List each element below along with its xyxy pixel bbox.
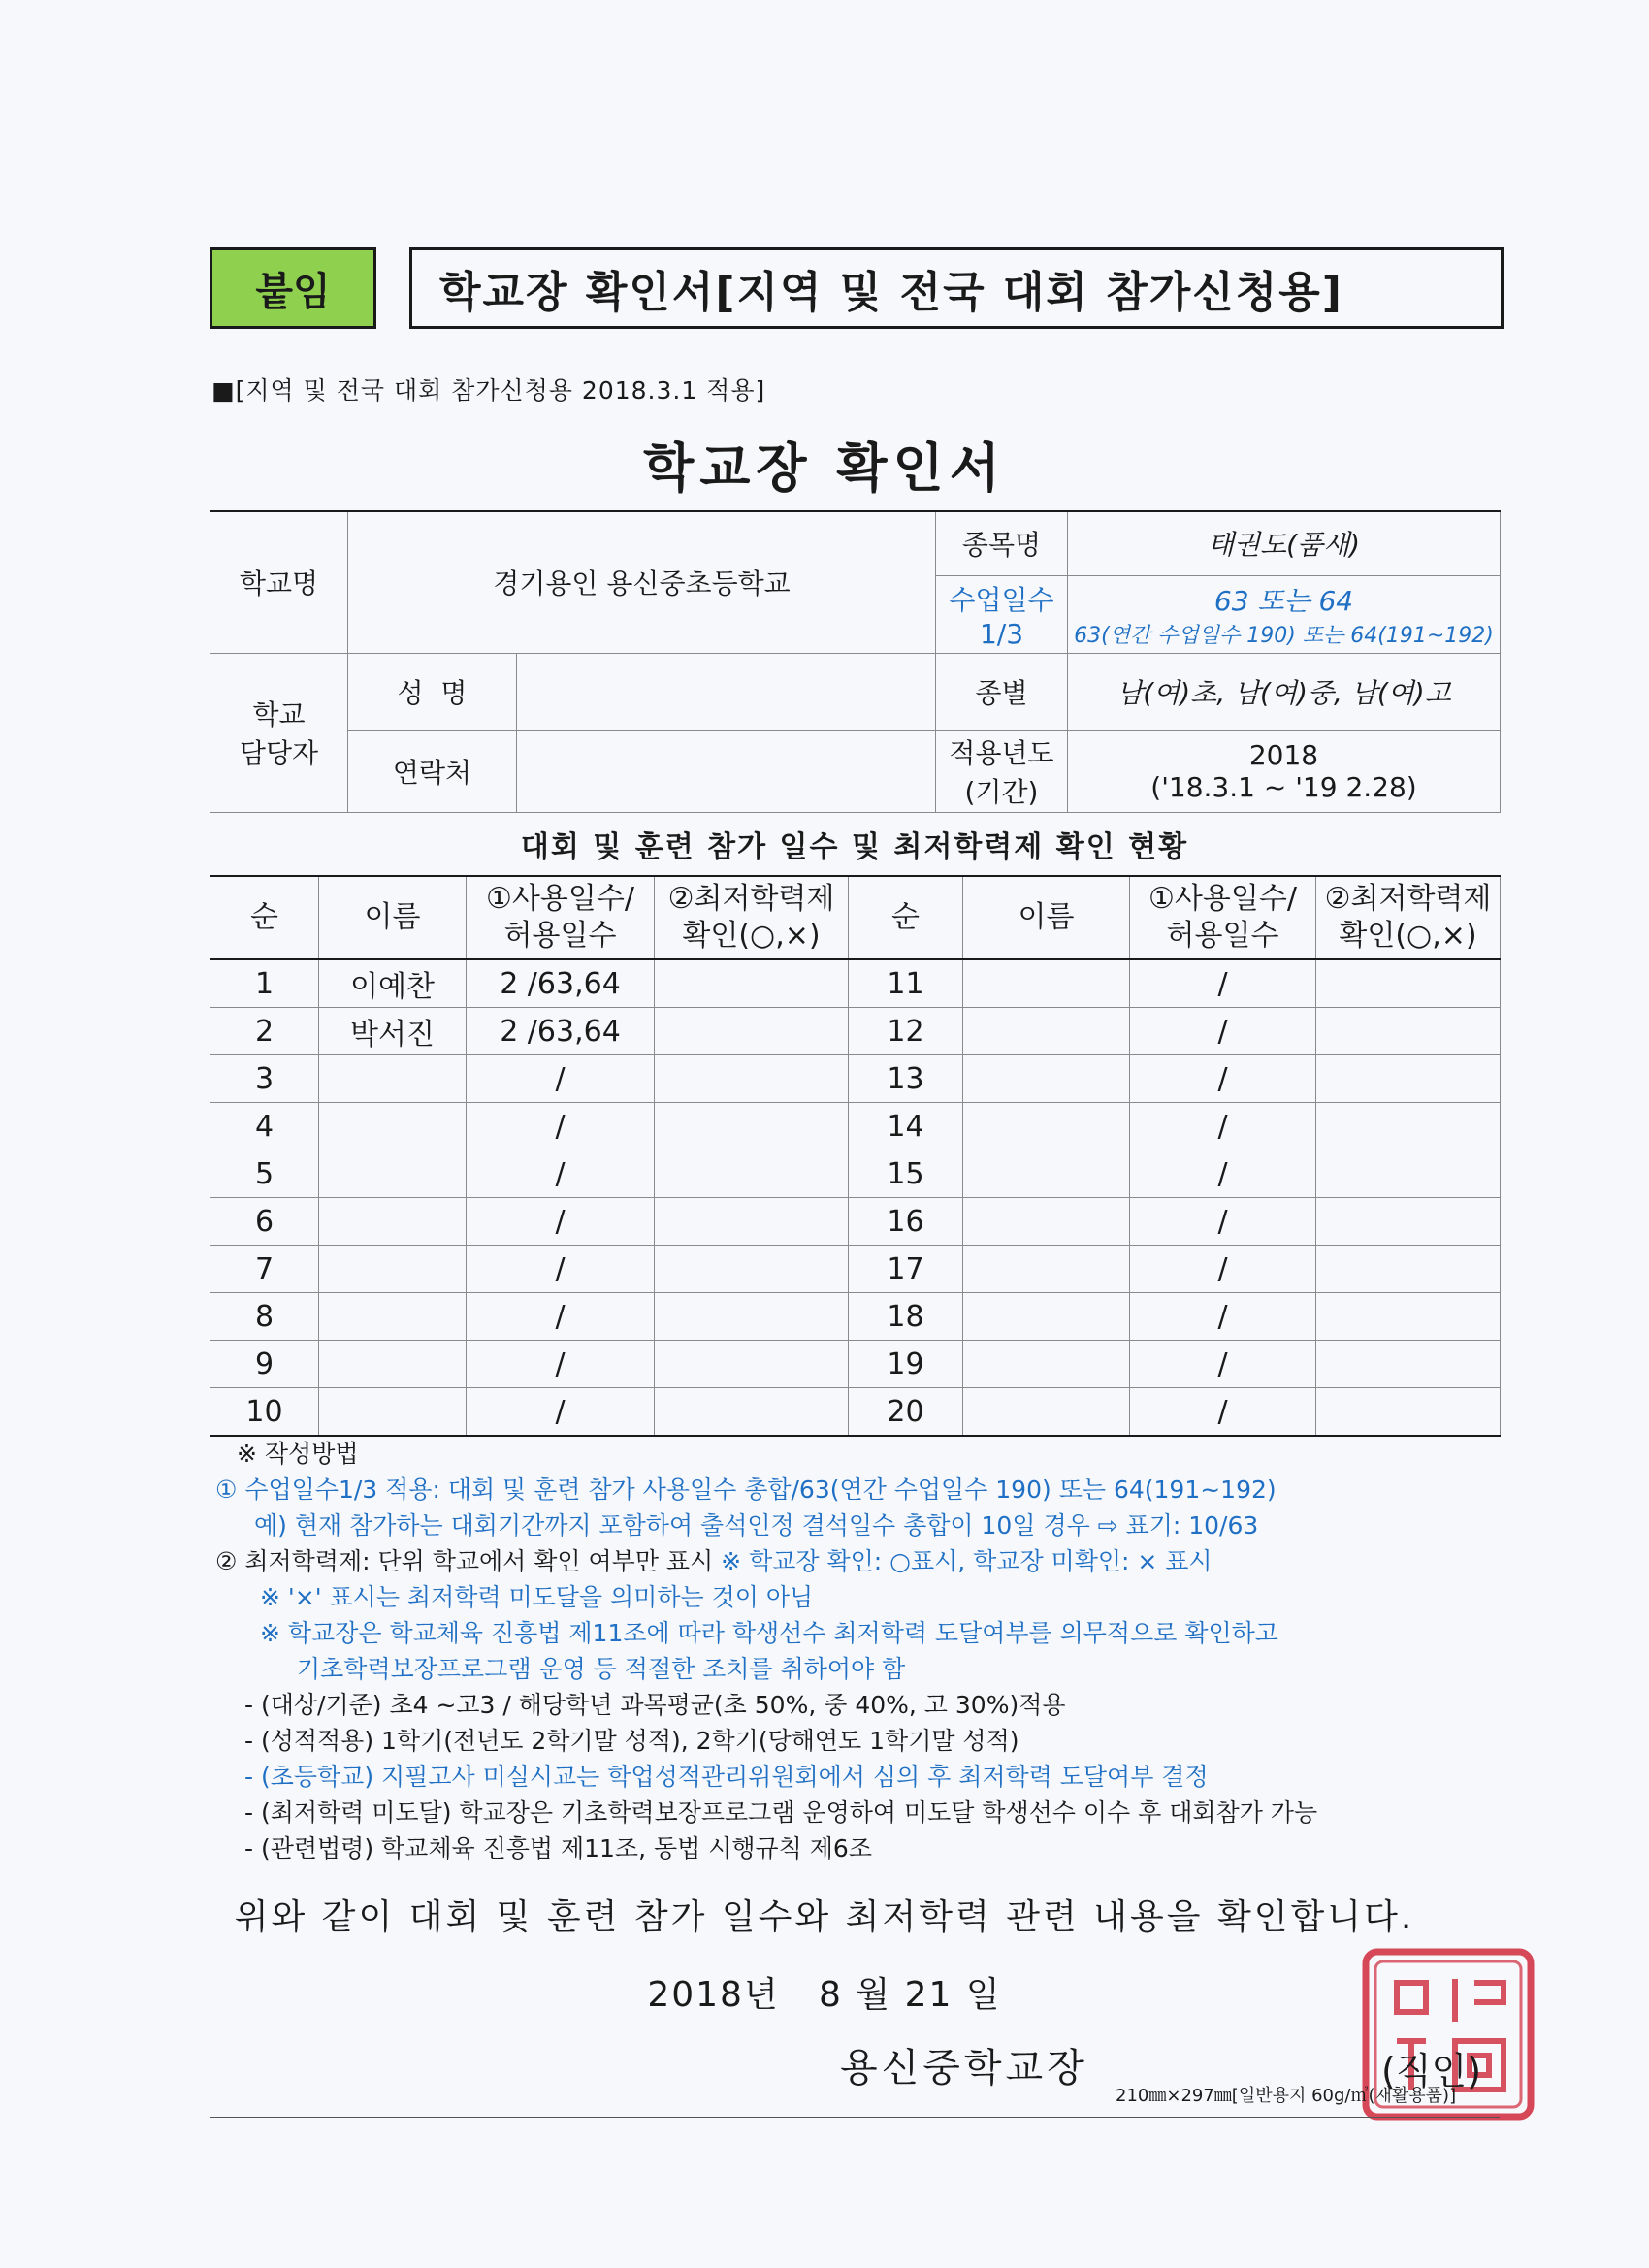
category-value: 남(여)초, 남(여)중, 남(여)고 bbox=[1068, 653, 1501, 730]
academic-check[interactable] bbox=[655, 1293, 849, 1341]
academic-check[interactable] bbox=[655, 1008, 849, 1055]
academic-check[interactable] bbox=[655, 1055, 849, 1103]
academic-check[interactable] bbox=[655, 1198, 849, 1246]
note-1: ① 수업일수1/3 적용: 대회 및 훈련 참가 사용일수 총합/63(연간 수업일수 190) 또는 64(191~192) bbox=[215, 1475, 1277, 1504]
table-row bbox=[210, 959, 1501, 1008]
category-label: 종별 bbox=[936, 653, 1068, 730]
document-header-title: 학교장 확인서[지역 및 전국 대회 참가신청용] bbox=[409, 247, 1504, 329]
table-row bbox=[210, 1246, 1501, 1293]
row-number: 8 bbox=[210, 1293, 319, 1341]
student-name[interactable] bbox=[963, 1293, 1130, 1341]
contact-label-line2: 담당자 bbox=[239, 737, 319, 769]
student-name[interactable] bbox=[319, 1055, 467, 1103]
instructions bbox=[215, 1436, 1515, 1866]
col-name-header: 이름 bbox=[963, 876, 1130, 959]
year-value-line1: 2018 bbox=[1248, 739, 1319, 771]
days-used[interactable]: 2 /63,64 bbox=[467, 959, 655, 1008]
row-number: 9 bbox=[210, 1341, 319, 1388]
event-value: 태권도(품새) bbox=[1068, 511, 1501, 575]
student-name[interactable] bbox=[319, 1246, 467, 1293]
academic-check[interactable] bbox=[655, 1150, 849, 1198]
row-number: 13 bbox=[849, 1055, 963, 1103]
year-label bbox=[936, 730, 1068, 812]
row-number: 6 bbox=[210, 1198, 319, 1246]
note-2-marking: ※ 학교장 확인: ○표시, 학교장 미확인: × 표시 bbox=[721, 1547, 1212, 1575]
table-row bbox=[210, 1103, 1501, 1150]
col-days-header bbox=[1130, 876, 1316, 959]
days-used[interactable]: / bbox=[467, 1341, 655, 1388]
student-name[interactable] bbox=[963, 1150, 1130, 1198]
student-name[interactable] bbox=[319, 1103, 467, 1150]
days-used[interactable]: / bbox=[1130, 1198, 1316, 1246]
student-name[interactable] bbox=[319, 1198, 467, 1246]
class-days-value bbox=[1068, 575, 1501, 653]
row-number: 5 bbox=[210, 1150, 319, 1198]
days-used[interactable]: / bbox=[1130, 1150, 1316, 1198]
issue-date: 2018년 8 월 21 일 bbox=[647, 1975, 1002, 2015]
instructions-heading: ※ 작성방법 bbox=[237, 1440, 359, 1468]
applicability-note: ■[지역 및 전국 대회 참가신청용 2018.3.1 적용] bbox=[211, 376, 766, 405]
student-name[interactable] bbox=[963, 1103, 1130, 1150]
roster-section-title: 대회 및 훈련 참가 일수 및 최저학력제 확인 현황 bbox=[520, 830, 1189, 864]
academic-check[interactable] bbox=[1316, 1055, 1501, 1103]
principal-title: 용신중학교장 bbox=[840, 2046, 1088, 2090]
detail-4: - (최저학력 미도달) 학교장은 기초학력보장프로그램 운영하여 미도달 학생선수 이수 후 대회참가 가능 bbox=[244, 1798, 1318, 1827]
detail-1: - (대상/기준) 초4 ~고3 / 해당학년 과목평균(초 50%, 중 40%, 고 30%)적용 bbox=[244, 1691, 1066, 1719]
row-number: 17 bbox=[849, 1246, 963, 1293]
row-number: 16 bbox=[849, 1198, 963, 1246]
academic-check[interactable] bbox=[655, 959, 849, 1008]
days-used[interactable]: / bbox=[1130, 959, 1316, 1008]
contact-label bbox=[210, 653, 348, 812]
col-days-header-line2: 허용일수 bbox=[503, 919, 617, 953]
col-check-header bbox=[655, 876, 849, 959]
year-value-line2: ('18.3.1 ~ '19 2.28) bbox=[1150, 771, 1417, 803]
academic-check[interactable] bbox=[1316, 1388, 1501, 1437]
class-days-label-line2: 1/3 bbox=[979, 617, 1024, 650]
event-label: 종목명 bbox=[936, 511, 1068, 575]
academic-check[interactable] bbox=[1316, 1103, 1501, 1150]
school-info-table bbox=[210, 510, 1501, 813]
detail-2: - (성적적용) 1학기(전년도 2학기말 성적), 2학기(당해연도 1학기말 성적) bbox=[244, 1727, 1019, 1755]
student-name[interactable] bbox=[963, 959, 1130, 1008]
footer-divider bbox=[210, 2117, 1500, 2118]
manager-phone-label: 연락처 bbox=[348, 730, 517, 812]
manager-name-value[interactable] bbox=[517, 653, 936, 730]
col-days-header-line1: ①사용일수/ bbox=[486, 882, 634, 916]
col-name-header: 이름 bbox=[319, 876, 467, 959]
class-days-label bbox=[936, 575, 1068, 653]
row-number: 2 bbox=[210, 1008, 319, 1055]
row-number: 15 bbox=[849, 1150, 963, 1198]
col-check-header-line2: 확인(○,×) bbox=[1339, 919, 1477, 953]
academic-check[interactable] bbox=[1316, 1008, 1501, 1055]
col-no-header: 순 bbox=[210, 876, 319, 959]
academic-check[interactable] bbox=[1316, 959, 1501, 1008]
table-row bbox=[210, 1055, 1501, 1103]
detail-3: - (초등학교) 지필고사 미실시교는 학업성적관리위원회에서 심의 후 최저학력 도달여부 결정 bbox=[244, 1763, 1209, 1791]
class-days-value-line1: 63 또는 64 bbox=[1213, 584, 1354, 617]
col-check-header-line1: ②최저학력제 bbox=[667, 882, 835, 916]
table-row bbox=[210, 1388, 1501, 1437]
row-number: 3 bbox=[210, 1055, 319, 1103]
col-check-header bbox=[1316, 876, 1501, 959]
days-used[interactable]: / bbox=[1130, 1103, 1316, 1150]
class-days-label-line1: 수업일수 bbox=[949, 583, 1054, 616]
student-name[interactable] bbox=[319, 1293, 467, 1341]
academic-check[interactable] bbox=[655, 1246, 849, 1293]
days-used[interactable]: / bbox=[1130, 1388, 1316, 1437]
note-4: ※ 학교장은 학교체육 진흥법 제11조에 따라 학생선수 최저학력 도달여부를 의무적으로 확인하고 bbox=[260, 1619, 1278, 1647]
table-row bbox=[210, 1293, 1501, 1341]
row-number: 12 bbox=[849, 1008, 963, 1055]
academic-check[interactable] bbox=[1316, 1198, 1501, 1246]
school-name-label: 학교명 bbox=[210, 511, 348, 653]
col-days-header-line1: ①사용일수/ bbox=[1148, 882, 1297, 916]
seal-label: (직인) bbox=[1381, 2050, 1482, 2092]
days-used[interactable]: / bbox=[467, 1198, 655, 1246]
academic-check[interactable] bbox=[655, 1341, 849, 1388]
note-2 bbox=[215, 1543, 1515, 1579]
academic-check[interactable] bbox=[1316, 1246, 1501, 1293]
student-name[interactable] bbox=[963, 1246, 1130, 1293]
student-name[interactable] bbox=[963, 1198, 1130, 1246]
row-number: 1 bbox=[210, 959, 319, 1008]
year-value bbox=[1068, 730, 1501, 812]
row-number: 4 bbox=[210, 1103, 319, 1150]
table-row bbox=[210, 1341, 1501, 1388]
academic-check[interactable] bbox=[655, 1388, 849, 1437]
page-title: 학교장 확인서 bbox=[643, 437, 1006, 499]
academic-check[interactable] bbox=[655, 1103, 849, 1150]
class-days-value-line2: 63(연간 수업일수 190) 또는 64(191~192) bbox=[1074, 623, 1494, 648]
days-used[interactable]: / bbox=[467, 1293, 655, 1341]
days-used[interactable]: / bbox=[467, 1150, 655, 1198]
school-name-value: 경기용인 용신중초등학교 bbox=[348, 511, 936, 653]
student-name[interactable] bbox=[963, 1055, 1130, 1103]
detail-5: - (관련법령) 학교체육 진흥법 제11조, 동법 시행규칙 제6조 bbox=[244, 1834, 872, 1863]
days-used[interactable]: / bbox=[1130, 1008, 1316, 1055]
col-days-header bbox=[467, 876, 655, 959]
student-name[interactable] bbox=[963, 1388, 1130, 1437]
table-row bbox=[210, 1008, 1501, 1055]
paper-spec-footer: 210㎜×297㎜[일반용지 60g/㎡(재활용품)] bbox=[1116, 2086, 1457, 2106]
row-number: 11 bbox=[849, 959, 963, 1008]
academic-check[interactable] bbox=[1316, 1293, 1501, 1341]
col-check-header-line2: 확인(○,×) bbox=[682, 919, 821, 953]
days-used[interactable]: / bbox=[1130, 1341, 1316, 1388]
row-number: 18 bbox=[849, 1293, 963, 1341]
confirmation-statement: 위와 같이 대회 및 훈련 참가 일수와 최저학력 관련 내용을 확인합니다. bbox=[234, 1897, 1415, 1937]
note-1-example: 예) 현재 참가하는 대회기간까지 포함하여 출석인정 결석일수 총합이 10일 경우 ⇨ 표기: 10/63 bbox=[254, 1511, 1259, 1539]
days-used[interactable]: 2 /63,64 bbox=[467, 1008, 655, 1055]
days-used[interactable]: / bbox=[467, 1246, 655, 1293]
days-used[interactable]: / bbox=[467, 1055, 655, 1103]
note-4-cont: 기초학력보장프로그램 운영 등 적절한 조치를 취하여야 함 bbox=[297, 1655, 906, 1683]
col-days-header-line2: 허용일수 bbox=[1166, 919, 1279, 953]
student-name[interactable] bbox=[963, 1008, 1130, 1055]
days-used[interactable]: / bbox=[1130, 1246, 1316, 1293]
manager-phone-value[interactable] bbox=[517, 730, 936, 812]
student-name[interactable] bbox=[319, 1150, 467, 1198]
student-name[interactable] bbox=[963, 1341, 1130, 1388]
row-number: 10 bbox=[210, 1388, 319, 1437]
academic-check[interactable] bbox=[1316, 1150, 1501, 1198]
note-3: ※ '×' 표시는 최저학력 미도달을 의미하는 것이 아님 bbox=[260, 1583, 814, 1611]
student-name[interactable] bbox=[319, 1341, 467, 1388]
days-used[interactable]: / bbox=[467, 1388, 655, 1437]
year-label-line1: 적용년도 bbox=[949, 737, 1054, 769]
col-check-header-line1: ②최저학력제 bbox=[1324, 882, 1492, 916]
roster-header-row bbox=[210, 876, 1501, 959]
table-row bbox=[210, 1198, 1501, 1246]
contact-label-line1: 학교 bbox=[252, 698, 306, 730]
student-name[interactable]: 박서진 bbox=[319, 1008, 467, 1055]
academic-check[interactable] bbox=[1316, 1341, 1501, 1388]
manager-name-label: 성 명 bbox=[348, 653, 517, 730]
student-name[interactable]: 이예찬 bbox=[319, 959, 467, 1008]
row-number: 7 bbox=[210, 1246, 319, 1293]
year-label-line2: (기간) bbox=[964, 776, 1039, 808]
note-2-text: ② 최저학력제: 단위 학교에서 확인 여부만 표시 bbox=[215, 1547, 722, 1575]
days-used[interactable]: / bbox=[467, 1103, 655, 1150]
participant-roster-table bbox=[210, 875, 1501, 1437]
attachment-tag: 붙임 bbox=[210, 247, 376, 329]
row-number: 19 bbox=[849, 1341, 963, 1388]
col-no-header: 순 bbox=[849, 876, 963, 959]
table-row bbox=[210, 1150, 1501, 1198]
row-number: 14 bbox=[849, 1103, 963, 1150]
row-number: 20 bbox=[849, 1388, 963, 1437]
student-name[interactable] bbox=[319, 1388, 467, 1437]
days-used[interactable]: / bbox=[1130, 1055, 1316, 1103]
days-used[interactable]: / bbox=[1130, 1293, 1316, 1341]
